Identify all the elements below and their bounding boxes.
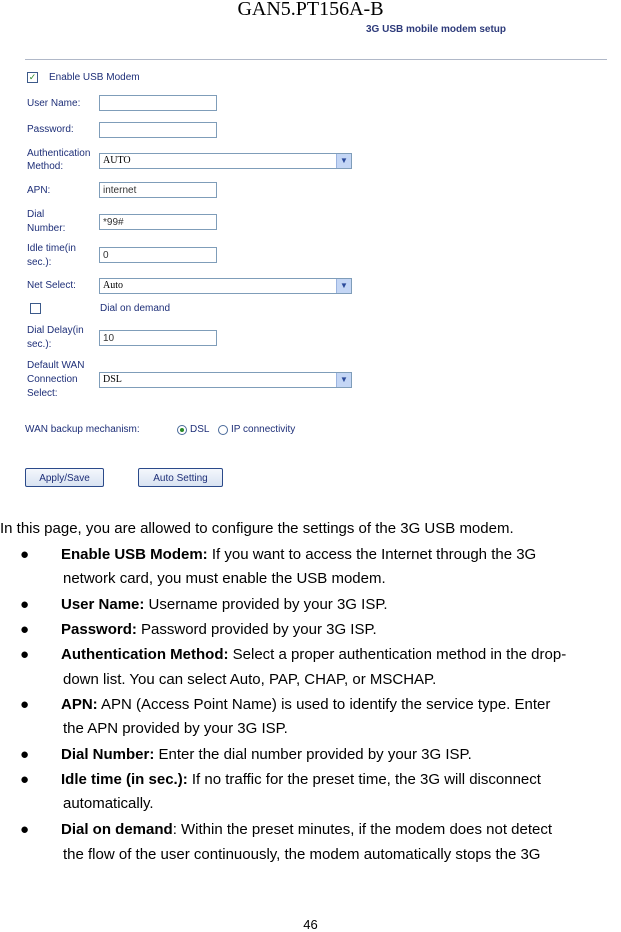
- bullet-desc: Password provided by your 3G ISP.: [141, 621, 377, 638]
- wan-backup-dsl-radio[interactable]: [177, 425, 187, 435]
- bullet-user-name: [61, 596, 388, 613]
- bullet-term: Enable USB Modem:: [61, 546, 208, 563]
- bullet-dial-number: [61, 746, 472, 763]
- auto-setting-button[interactable]: Auto Setting: [138, 468, 223, 487]
- default-wan-select[interactable]: [99, 372, 352, 388]
- bullet-continuation: network card, you must enable the USB modem.: [63, 570, 386, 587]
- bullet-icon: ●: [20, 771, 30, 788]
- auth-method-select[interactable]: [99, 153, 352, 169]
- wan-backup-ip-radio[interactable]: [218, 425, 228, 435]
- password-input[interactable]: [99, 122, 217, 138]
- net-select-select[interactable]: [99, 278, 352, 294]
- bullet-term: Idle time (in sec.):: [61, 771, 188, 788]
- chevron-down-icon[interactable]: ▼: [336, 279, 351, 293]
- auth-method-label-line1: Authentication: [27, 148, 91, 159]
- bullet-term: User Name:: [61, 596, 145, 613]
- bullet-desc: Username provided by your 3G ISP.: [148, 596, 388, 613]
- bullet-apn: [61, 696, 550, 713]
- auth-method-label-line2: Method:: [27, 161, 64, 172]
- apn-input[interactable]: internet: [99, 182, 217, 198]
- bullet-desc: If no traffic for the preset time, the 3G will disconnect: [191, 771, 541, 788]
- user-name-label: User Name:: [27, 98, 81, 109]
- bullet-desc: APN (Access Point Name) is used to identify the service type. Enter: [101, 696, 551, 713]
- idle-time-label-line2: sec.):: [27, 257, 52, 268]
- dial-number-label-line2: Number:: [27, 223, 66, 234]
- bullet-icon: ●: [20, 821, 30, 838]
- document-header: GAN5.PT156A-B: [237, 0, 384, 20]
- bullet-password: [61, 621, 377, 638]
- net-select-value: Auto: [103, 280, 123, 291]
- title-divider: [25, 59, 607, 60]
- bullet-icon: ●: [20, 596, 30, 613]
- bullet-term: APN:: [61, 696, 98, 713]
- bullet-continuation: the flow of the user continuously, the modem automatically stops the 3G: [63, 846, 541, 863]
- dial-on-demand-label: Dial on demand: [100, 303, 171, 314]
- dial-number-input[interactable]: *99#: [99, 214, 217, 230]
- bullet-continuation: the APN provided by your 3G ISP.: [63, 720, 288, 737]
- password-label: Password:: [27, 124, 74, 135]
- bullet-term: Password:: [61, 621, 137, 638]
- apply-save-button[interactable]: Apply/Save: [25, 468, 104, 487]
- dial-number-label-line1: Dial: [27, 209, 45, 220]
- wan-backup-dsl-label: DSL: [190, 424, 210, 435]
- default-wan-label-line2: Connection: [27, 374, 78, 385]
- dial-on-demand-checkbox[interactable]: [30, 303, 41, 314]
- bullet-desc: If you want to access the Internet through the 3G: [211, 546, 537, 563]
- bullet-continuation: automatically.: [63, 795, 154, 812]
- default-wan-label-line1: Default WAN: [27, 360, 85, 371]
- net-select-label: Net Select:: [27, 280, 76, 291]
- bullet-term: Authentication Method:: [61, 646, 229, 663]
- auth-method-value: AUTO: [103, 155, 131, 166]
- intro-paragraph: In this page, you are allowed to configure the settings of the 3G USB modem.: [0, 520, 514, 537]
- bullet-idle-time: [61, 771, 541, 788]
- default-wan-label-line3: Select:: [27, 388, 58, 399]
- user-name-input[interactable]: [99, 95, 217, 111]
- chevron-down-icon[interactable]: ▼: [336, 373, 351, 387]
- apn-label: APN:: [27, 185, 51, 196]
- bullet-desc: Enter the dial number provided by your 3G ISP.: [158, 746, 472, 763]
- bullet-desc: Select a proper authentication method in the drop-: [232, 646, 567, 663]
- bullet-icon: ●: [20, 621, 30, 638]
- wan-backup-label: WAN backup mechanism:: [25, 424, 140, 435]
- bullet-icon: ●: [20, 646, 30, 663]
- bullet-desc: : Within the preset minutes, if the modem does not detect: [172, 821, 553, 838]
- bullet-continuation: down list. You can select Auto, PAP, CHAP, or MSCHAP.: [63, 671, 437, 688]
- dial-delay-label-line2: sec.):: [27, 339, 52, 350]
- bullet-icon: ●: [20, 546, 30, 563]
- wan-backup-ip-label: IP connectivity: [231, 424, 296, 435]
- enable-usb-modem-checkbox[interactable]: ✓: [28, 72, 37, 82]
- idle-time-input[interactable]: 0: [99, 247, 217, 263]
- page-number: 46: [303, 917, 318, 932]
- bullet-icon: ●: [20, 746, 30, 763]
- dial-delay-input[interactable]: 10: [99, 330, 217, 346]
- bullet-dial-on-demand: [61, 821, 552, 838]
- bullet-icon: ●: [20, 696, 30, 713]
- bullet-authentication-method: [61, 646, 566, 663]
- idle-time-label-line1: Idle time(in: [27, 243, 76, 254]
- bullet-enable-usb-modem: [61, 546, 536, 563]
- chevron-down-icon[interactable]: ▼: [336, 154, 351, 168]
- default-wan-value: DSL: [103, 374, 122, 385]
- bullet-term: Dial Number:: [61, 746, 155, 763]
- bullet-term: Dial on demand: [61, 821, 173, 838]
- dial-delay-label-line1: Dial Delay(in: [27, 325, 84, 336]
- panel-title: 3G USB mobile modem setup: [366, 24, 507, 35]
- enable-usb-modem-label: Enable USB Modem: [49, 72, 140, 83]
